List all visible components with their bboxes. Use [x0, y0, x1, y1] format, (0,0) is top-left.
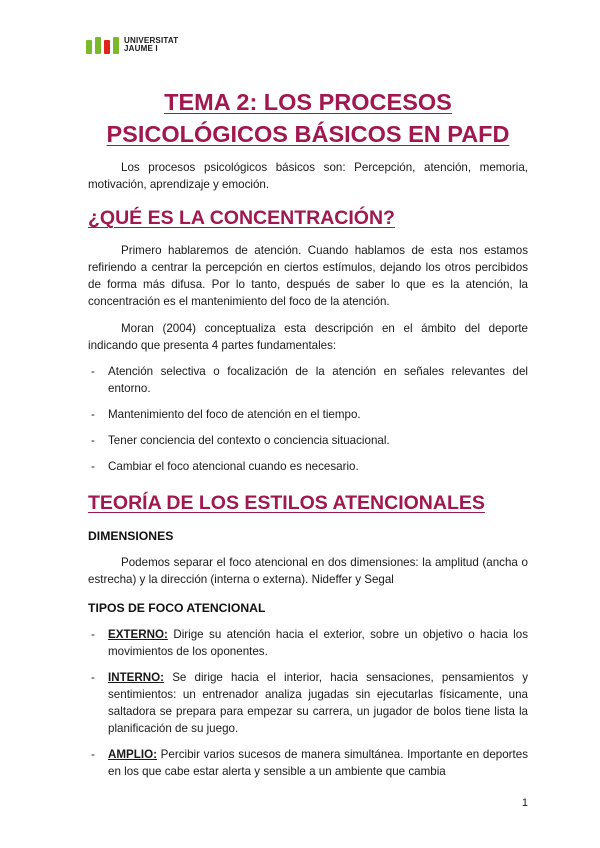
- section-heading-estilos: TEORÍA DE LOS ESTILOS ATENCIONALES: [88, 492, 485, 514]
- subheading-tipos: TIPOS DE FOCO ATENCIONAL: [88, 601, 266, 615]
- section-heading-concentracion: ¿QUÉ ES LA CONCENTRACIÓN?: [88, 207, 395, 229]
- document-page: [88, 86, 528, 780]
- intro-paragraph: Los procesos psicológicos básicos son: Percepción, atención, memoria, motivación, aprendizaje y emoción.: [88, 161, 528, 191]
- university-logo: [86, 34, 178, 56]
- paragraph: Primero hablaremos de atención. Cuando hablamos de esta nos estamos refiriendo a centrar la percepción en ciertos estímulos, dejando los otros percibidos de forma más difusa. Por lo tanto, después de saber lo que es la atención, la concentración es el mantenimiento del foco de la atención.: [88, 244, 528, 308]
- title-line-2: PSICOLÓGICOS BÁSICOS EN PAFD: [106, 121, 510, 147]
- logo-line2: JAUME I: [124, 44, 158, 53]
- paragraph: Moran (2004) conceptualiza esta descripción en el ámbito del deporte indicando que presenta 4 partes fundamentales:: [88, 322, 528, 352]
- page-number: 1: [521, 797, 528, 809]
- attention-parts-list: [88, 363, 528, 475]
- document-title: [88, 86, 528, 150]
- subheading-dimensiones: DIMENSIONES: [88, 529, 174, 543]
- logo-text: [124, 37, 178, 53]
- list-item: - EXTERNO: Dirige su atención hacia el exterior, sobre un objetivo o hacia los movimientos de los oponentes.: [91, 628, 528, 658]
- logo-icon: [86, 37, 119, 54]
- paragraph: Podemos separar el foco atencional en dos dimensiones: la amplitud (ancha o estrecha) y la dirección (interna o externa). Nideffer y Segal: [88, 556, 528, 586]
- logo-line1: UNIVERSITAT: [124, 36, 179, 45]
- list-item: - Atención selectiva o focalización de la atención en señales relevantes del entorno.: [91, 365, 528, 395]
- list-item: - INTERNO: Se dirige hacia el interior, hacia sensaciones, pensamientos y sentimientos: un entrenador analiza jugadas sin ejecutarlas físicamente, una saltadora se prepara para empezar su carrera, un jugador de bolos tiene lista la planificación de su juego.: [91, 671, 528, 735]
- list-item: - Tener conciencia del contexto o conciencia situacional.: [91, 434, 390, 447]
- list-item: - AMPLIO: Percibir varios sucesos de manera simultánea. Importante en deportes en los que cabe estar alerta y sensible a un ambiente que cambia: [91, 748, 528, 778]
- focus-types-list: [88, 626, 528, 780]
- list-item: - Mantenimiento del foco de atención en el tiempo.: [91, 408, 361, 421]
- title-line-1: TEMA 2: LOS PROCESOS: [164, 89, 452, 115]
- list-item: - Cambiar el foco atencional cuando es necesario.: [91, 460, 359, 473]
